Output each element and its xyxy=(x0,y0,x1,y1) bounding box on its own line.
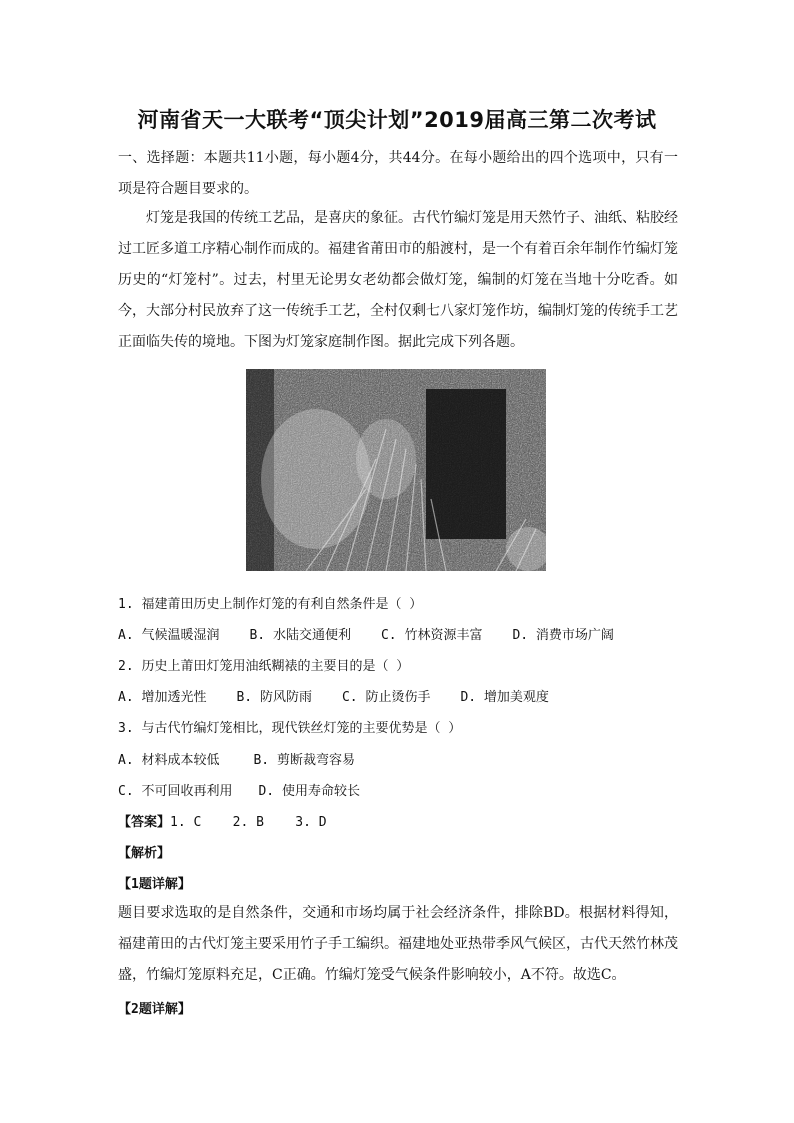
question-2-option-a: A. 增加透光性 xyxy=(118,690,207,705)
question-1-option-b: B. 水陆交通便利 xyxy=(249,628,351,643)
page-title: 河南省天一大联考“顶尖计划”2019届高三第二次考试 xyxy=(137,108,657,132)
question-2-option-c: C. 防止烫伤手 xyxy=(341,690,431,705)
question-3-options-row2 xyxy=(118,780,678,799)
question-1-stem: 1. 福建莆田历史上制作灯笼的有利自然条件是（ ） xyxy=(118,597,423,612)
question-3-option-b: B. 剪断裁弯容易 xyxy=(253,753,355,768)
question-1-option-c: C. 竹林资源丰富 xyxy=(380,628,483,643)
question-3-options-row1 xyxy=(118,749,678,768)
question-1-detail-text: 题目要求选取的是自然条件，交通和市场均属于社会经济条件，排除BD。根据材料得知，福建莆田的古代灯笼主要采用竹子手工编织。福建地处亚热带季风气候区，古代天然竹林茂盛，竹编灯笼原料充足，C正确。竹编灯笼受气候条件影响较小，A不符。故选C。 xyxy=(118,905,678,983)
passage-text: 灯笼是我国的传统工艺品，是喜庆的象征。古代竹编灯笼是用天然竹子、油纸、粘胶经过工匠多道工序精心制作而成的。福建省莆田市的船渡村，是一个有着百余年制作竹编灯笼历史的“灯笼村”。过去，村里无论男女老幼都会做灯笼，编制的灯笼在当地十分吃香。如今，大部分村民放弃了这一传统手工艺，全村仅剩七八家灯笼作坊，编制灯笼的传统手工艺正面临失传的境地。下图为灯笼家庭制作图。据此完成下列各题。 xyxy=(118,210,678,350)
answer-line xyxy=(118,811,678,830)
question-3-option-c: C. 不可回收再利用 xyxy=(118,784,233,799)
question-2-option-b: B. 防风防雨 xyxy=(236,690,312,705)
question-3-option-d: D. 使用寿命较长 xyxy=(258,784,360,799)
question-2-options xyxy=(118,686,678,705)
question-1-option-a: A. 气候温暖湿润 xyxy=(118,628,220,643)
section-intro: 一、选择题：本题共11小题，每小题4分，共44分。在每小题给出的四个选项中，只有一项是符合题目要求的。 xyxy=(118,150,678,197)
question-2-option-d: D. 增加美观度 xyxy=(460,690,549,705)
lantern-making-photo xyxy=(246,369,546,571)
question-1-options xyxy=(118,624,678,643)
answer-label: 【答案】 xyxy=(118,815,171,830)
question-3-option-a: A. 材料成本较低 xyxy=(118,753,220,768)
question-1-option-d: D. 消费市场广阔 xyxy=(512,628,614,643)
question-3-stem: 3. 与古代竹编灯笼相比，现代铁丝灯笼的主要优势是（ ） xyxy=(118,721,462,736)
question-1-detail-label: 【1题详解】 xyxy=(118,877,191,892)
answer-text: 1. C 2. B 3. D xyxy=(170,815,327,830)
question-2-stem: 2. 历史上莆田灯笼用油纸糊裱的主要目的是（ ） xyxy=(118,659,410,674)
question-2-detail-label: 【2题详解】 xyxy=(118,1002,191,1017)
analysis-label: 【解析】 xyxy=(118,846,171,861)
